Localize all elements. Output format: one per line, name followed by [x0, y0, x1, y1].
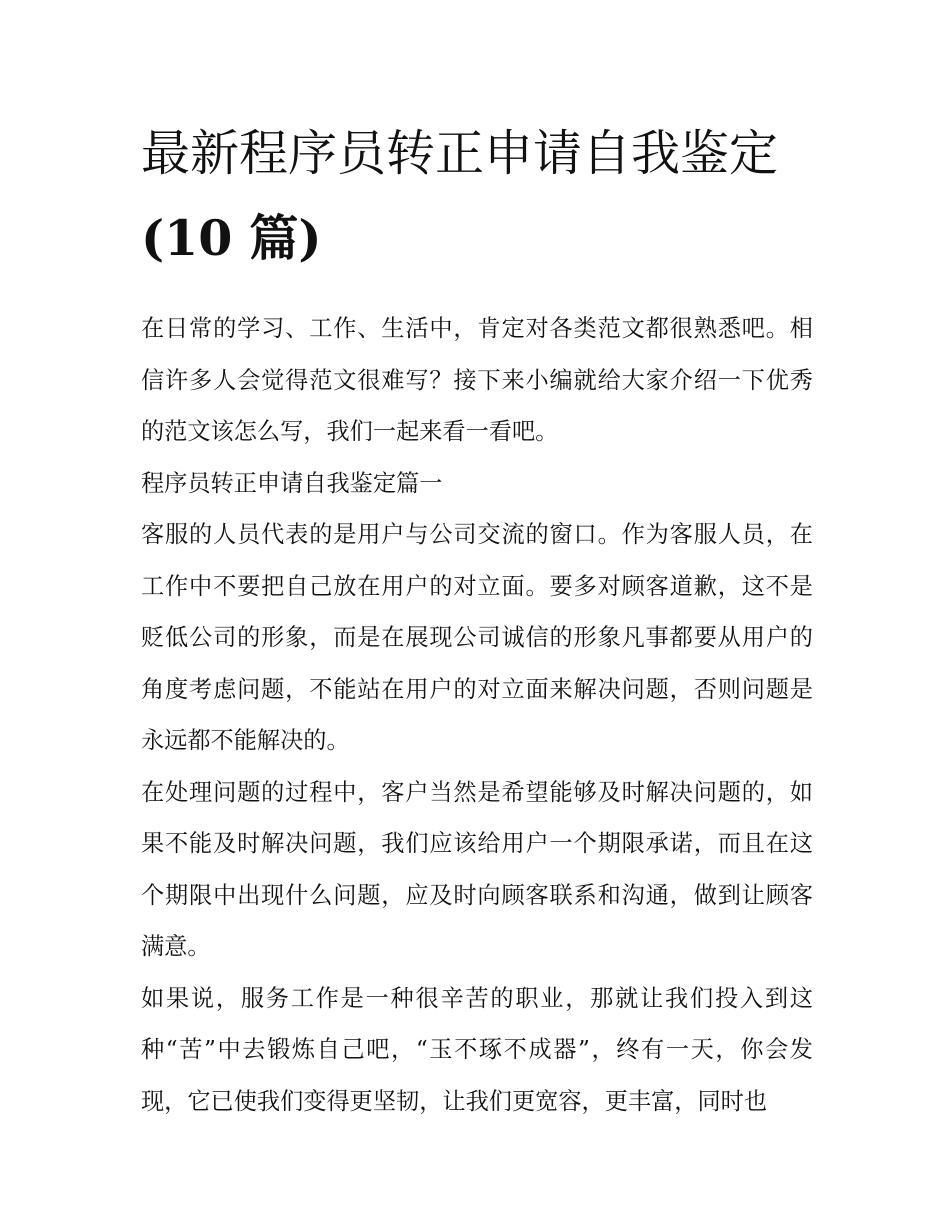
- intro-paragraph: 在日常的学习、工作、生活中，肯定对各类范文都很熟悉吧。相信许多人会觉得范文很难写？接下来小编就给大家介绍一下优秀的范文该怎么写，我们一起来看一看吧。: [141, 315, 813, 445]
- document-title: [141, 112, 813, 281]
- document-body: [141, 303, 813, 1127]
- body-paragraph: 如果说，服务工作是一种很辛苦的职业，那就让我们投入到这种“苦”中去锻炼自己吧，“玉不琢不成器”，终有一天，你会发现，它已使我们变得更坚韧，让我们更宽容，更丰富，同时也: [141, 984, 813, 1115]
- body-paragraph: 在处理问题的过程中，客户当然是希望能够及时解决问题的，如果不能及时解决问题，我们应该给用户一个期限承诺，而且在这个期限中出现什么问题，应及时向顾客联系和沟通，做到让顾客满意。: [141, 778, 813, 960]
- document-title-suffix: (10 篇): [141, 209, 322, 267]
- section-heading: 程序员转正申请自我鉴定篇一: [141, 469, 443, 497]
- body-paragraph: 客服的人员代表的是用户与公司交流的窗口。作为客服人员，在工作中不要把自己放在用户的对立面。要多对顾客道歉，这不是贬低公司的形象，而是在展现公司诚信的形象凡事都要从用户的角度考虑问题，不能站在用户的对立面来解决问题，否则问题是永远都不能解决的。: [141, 521, 813, 754]
- document-content: [141, 112, 813, 1127]
- document-title-main: 最新程序员转正申请自我鉴定: [141, 125, 779, 182]
